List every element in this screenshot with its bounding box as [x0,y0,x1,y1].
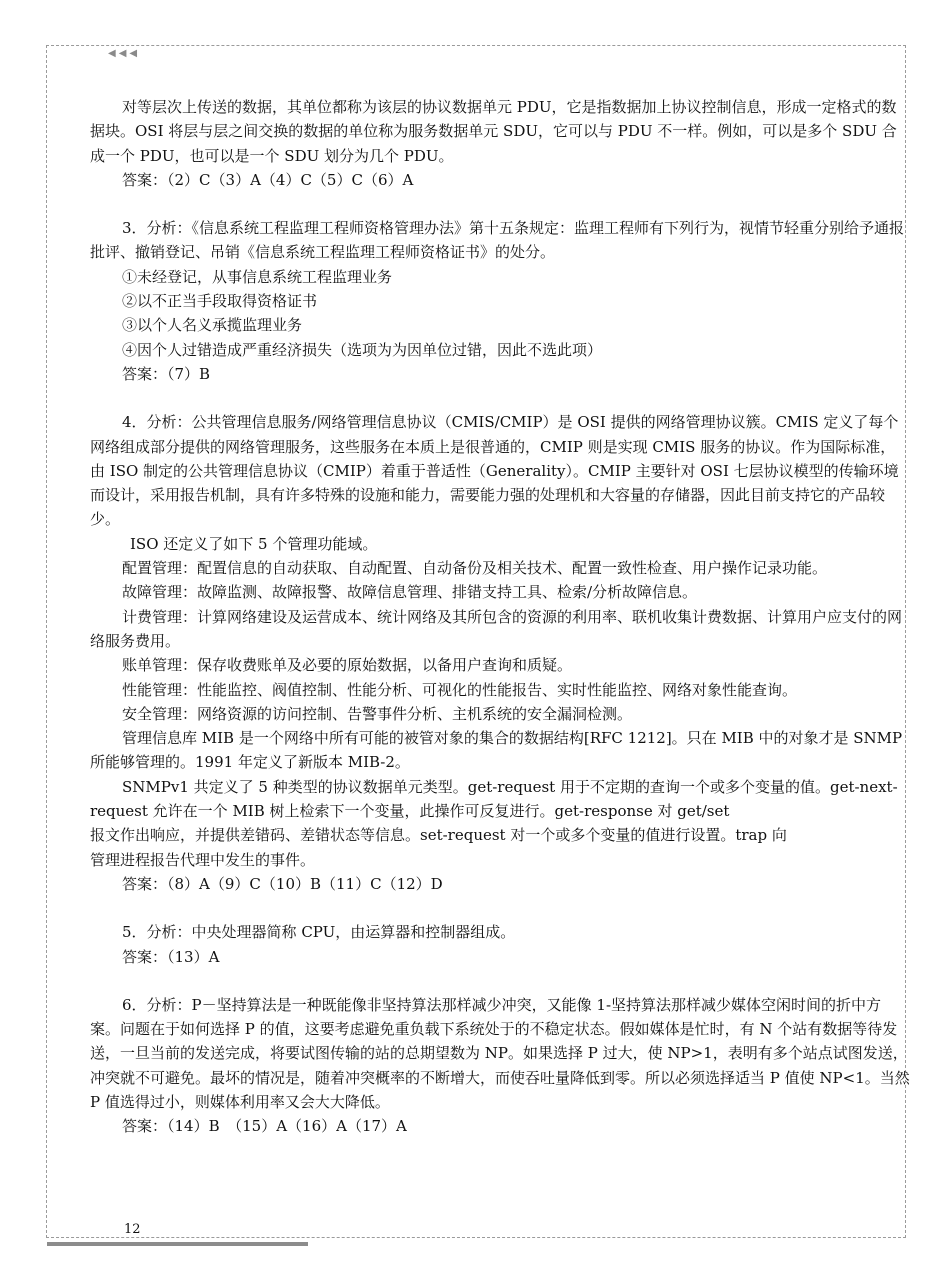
section-4-iso: ISO 还定义了如下 5 个管理功能域。 [130,534,378,553]
header-marks: ◀◀◀ [108,48,141,59]
section-4-snmp-1: SNMPv1 共定义了 5 种类型的协议数据单元类型。get-request 用于不定期的查询一个或多个变量的值。get-next-request 允许在一个 MIB 树上检索下一个变量，此操作可反复进行。get-response 对 get/set [90,777,898,821]
section-3-item-2: ②以不正当手段取得资格证书 [122,292,318,311]
document-body [90,95,910,1139]
section-3-item-1: ①未经登记，从事信息系统工程监理业务 [122,267,393,286]
section-4-billing: 账单管理：保存收费账单及必要的原始数据，以备用户查询和质疑。 [122,656,573,675]
answer-4: 答案：（8）A（9）C（10）B（11）C（12）D [122,874,443,893]
section-3-item-3: ③以个人名义承揽监理业务 [122,316,303,335]
section-3-item-4: ④因个人过错造成严重经济损失（选项为为因单位过错，因此不选此项） [122,340,603,359]
answer-6: 答案：（14）B （15）A（16）A（17）A [122,1117,407,1136]
footer-bar [47,1242,308,1246]
section-4-fault: 故障管理：故障监测、故障报警、故障信息管理、排错支持工具、检索/分析故障信息。 [122,583,698,602]
page-number: 12 [124,1222,141,1237]
section-5: 5．分析：中央处理器简称 CPU，由运算器和控制器组成。 [122,923,516,942]
section-4-mib: 管理信息库 MIB 是一个网络中所有可能的被管对象的集合的数据结构[RFC 1212]。只在 MIB 中的对象才是 SNMP 所能够管理的。1991 年定义了新版本 MIB-2。 [90,729,903,772]
section-6: 6．分析：P－坚持算法是一种既能像非坚持算法那样减少冲突，又能像 1-坚持算法那样减少媒体空闲时间的折中方案。问题在于如何选择 P 的值，这要考虑避免重负载下系统处于的不稳定状态。假如媒体是忙时，有 N 个站有数据等待发送，一旦当前的发送完成，将要试图传输的站的总期望数为 NP。如果选择 P 过大，使 NP>1，表明有多个站点试图发送，冲突就不可避免。最坏的情况是，随着冲突概率的不断增大，而使吞吐量降低到零。所以必须选择适当 P 值使 NP<1。当然 P 值选得过小，则媒体利用率又会大大降低。 [90,995,910,1111]
paragraph-pdu: 对等层次上传送的数据，其单位都称为该层的协议数据单元 PDU，它是指数据加上协议控制信息，形成一定格式的数据块。OSI 将层与层之间交换的数据的单位称为服务数据单元 SDU，它可以与 PDU 不一样。例如，可以是多个 SDU 合成一个 PDU，也可以是一个 SDU 划分为几个 PDU。 [90,98,897,165]
answer-1: 答案：（2）C（3）A（4）C（5）C（6）A [122,170,414,189]
section-4-intro: 4．分析：公共管理信息服务/网络管理信息协议（CMIS/CMIP）是 OSI 提供的网络管理协议簇。CMIS 定义了每个网络组成部分提供的网络管理服务，这些服务在本质上是很普通的，CMIP 则是实现 CMIS 服务的协议。作为国际标准，由 ISO 制定的公共管理信息协议（CMIP）着重于普适性（Generality）。CMIP 主要针对 OSI 七层协议模型的传输环境而设计，采用报告机制，具有许多特殊的设施和能力，需要能力强的处理机和大容量的存储器，因此目前支持它的产品较少。 [90,413,899,529]
section-4-performance: 性能管理：性能监控、阀值控制、性能分析、可视化的性能报告、实时性能监控、网络对象性能查询。 [122,680,798,699]
section-4-config: 配置管理：配置信息的自动获取、自动配置、自动备份及相关技术、配置一致性检查、用户操作记录功能。 [122,559,828,578]
section-3-intro: 3．分析：《信息系统工程监理工程师资格管理办法》第十五条规定：监理工程师有下列行为，视情节轻重分别给予通报批评、撤销登记、吊销《信息系统工程监理工程师资格证书》的处分。 [90,219,905,262]
section-4-security: 安全管理：网络资源的访问控制、告警事件分析、主机系统的安全漏洞检测。 [122,704,633,723]
section-4-snmp-3: 管理进程报告代理中发生的事件。 [90,850,316,869]
answer-3: 答案：（7）B [122,364,211,383]
answer-5: 答案：（13）A [122,947,220,966]
section-4-snmp-2: 报文作出响应，并提供差错码、差错状态等信息。set-request 对一个或多个变量的值进行设置。trap 向 [90,826,787,845]
section-4-accounting: 计费管理：计算网络建设及运营成本、统计网络及其所包含的资源的利用率、联机收集计费数据、计算用户应支付的网络服务费用。 [90,607,903,650]
